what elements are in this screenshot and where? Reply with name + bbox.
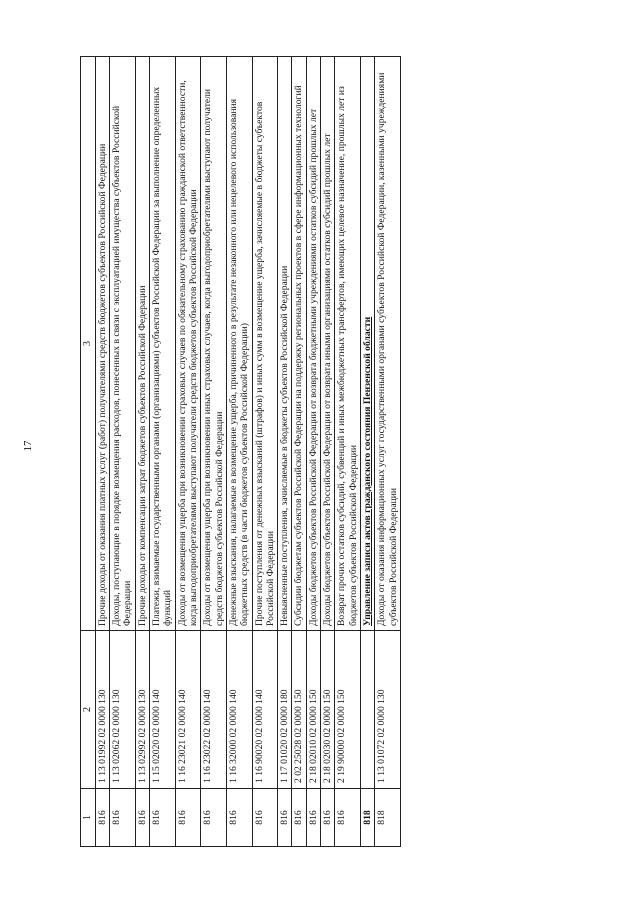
revenue-code-cell: 1 16 90020 02 0000 140 <box>252 631 278 789</box>
table-row <box>321 57 335 847</box>
revenue-name-text: Прочие доходы от оказания платных услуг (работ) получателями средств бюджетов субъектов Российской Федерации <box>96 143 108 626</box>
revenue-name-text: Прочие поступления от денежных взысканий (штрафов) и иных сумм в возмещение ущерба, зачисляемые в бюджеты субъектов Российской Федерации <box>253 101 276 626</box>
table-rotation-frame <box>80 57 546 847</box>
revenue-name-cell <box>201 57 227 631</box>
revenue-name-text: Управление записи актов гражданского состояния Пензенской области <box>362 316 374 626</box>
admin-code-cell: 818 <box>361 789 375 847</box>
revenue-codes-table <box>80 56 401 847</box>
table-row <box>361 57 375 847</box>
table-row <box>278 57 292 847</box>
revenue-code-cell: 1 16 23021 02 0000 140 <box>175 631 201 789</box>
revenue-name-text: Возврат прочих остатков субсидий, субвенций и иных межбюджетных трансфертов, имеющих целевое назначение, прошлых лет из бюджетов субъектов Российской Федерации <box>336 86 359 626</box>
revenue-name-cell <box>321 57 335 631</box>
admin-code-cell: 816 <box>252 789 278 847</box>
table-row <box>375 57 401 847</box>
revenue-code-cell: 1 13 01072 02 0000 130 <box>375 631 401 789</box>
revenue-name-text: Доходы, поступающие в порядке возмещения расходов, понесенных в связи с эксплуатацией имущества субъектов Российской Федерации <box>111 105 134 626</box>
revenue-name-cell <box>252 57 278 631</box>
admin-code-cell: 816 <box>321 789 335 847</box>
revenue-name-text: Невыясненные поступления, зачисляемые в бюджеты субъектов Российской Федерации <box>279 265 291 626</box>
revenue-name-cell <box>306 57 320 631</box>
revenue-code-cell: 1 16 23022 02 0000 140 <box>201 631 227 789</box>
revenue-name-text: Платежи, взимаемые государственными органами (организациями) субъектов Российской Федерации за выполнение определенных функций <box>151 86 174 626</box>
revenue-name-text: Прочие доходы от компенсации затрат бюджетов субъектов Российской Федерации <box>136 285 148 626</box>
column-header-2: 2 <box>81 631 96 789</box>
revenue-code-cell: 1 16 32000 02 0000 140 <box>226 631 252 789</box>
revenue-name-text: Денежные взыскания, налагаемые в возмещение ущерба, причиненного в результате незаконного или нецелевого использования бюджетных средств (в части бюджетов субъектов Российской Федерации) <box>227 98 251 626</box>
revenue-name-cell <box>95 57 109 631</box>
admin-code-cell: 816 <box>335 789 361 847</box>
revenue-code-cell: 1 17 01020 02 0000 180 <box>278 631 292 789</box>
revenue-name-text: Доходы от оказания информационных услуг государственными органами субъектов Российской Федерации, казенными учреждениями субъектов Российской Федерации <box>376 72 399 626</box>
table-row <box>306 57 320 847</box>
revenue-name-cell <box>150 57 176 631</box>
admin-code-cell: 816 <box>175 789 201 847</box>
table-row <box>95 57 109 847</box>
admin-code-cell: 816 <box>95 789 109 847</box>
revenue-name-text: Доходы бюджетов субъектов Российской Федерации от возврата бюджетными учреждениями остатков субсидий прошлых лет <box>307 108 319 626</box>
revenue-name-text: Субсидии бюджетам субъектов Российской Федерации на поддержку региональных проектов в сфере информационных технологий <box>293 85 305 626</box>
table-row <box>175 57 201 847</box>
revenue-name-text: Доходы от возмещения ущерба при возникновении страховых случаев по обязательному страхованию гражданской ответственности, когда выгодоприобретателями выступают получатели средств бюджетов субъектов Российской Федерации <box>176 80 199 626</box>
revenue-code-cell: 1 13 01992 02 0000 130 <box>95 631 109 789</box>
page-number: 17 <box>22 440 34 452</box>
revenue-name-cell <box>226 57 252 631</box>
table-landscape <box>80 57 546 847</box>
revenue-code-cell <box>361 631 375 789</box>
table-row <box>292 57 306 847</box>
table-row <box>150 57 176 847</box>
admin-code-cell: 816 <box>306 789 320 847</box>
revenue-name-cell <box>110 57 136 631</box>
revenue-code-cell: 2 19 90000 02 0000 150 <box>335 631 361 789</box>
table-row <box>226 57 252 847</box>
revenue-name-cell <box>361 57 375 631</box>
revenue-name-cell <box>375 57 401 631</box>
admin-code-cell: 816 <box>110 789 136 847</box>
revenue-name-cell <box>278 57 292 631</box>
table-row <box>110 57 136 847</box>
revenue-name-cell <box>292 57 306 631</box>
table-header-row <box>81 57 96 847</box>
revenue-code-cell: 1 13 02062 02 0000 130 <box>110 631 136 789</box>
admin-code-cell: 816 <box>292 789 306 847</box>
admin-code-cell: 818 <box>375 789 401 847</box>
revenue-name-cell <box>335 57 361 631</box>
revenue-name-text: Доходы от возмещения ущерба при возникновении иных страховых случаев, когда выгодоприобретателями выступают получатели средств бюджетов субъектов Российской Федерации <box>202 88 225 626</box>
revenue-code-cell: 2 02 25028 02 0000 150 <box>292 631 306 789</box>
revenue-name-cell <box>175 57 201 631</box>
revenue-name-text: Доходы бюджетов субъектов Российской Федерации от возврата иными организациями остатков субсидий прошлых лет <box>322 133 334 626</box>
revenue-code-cell: 1 13 02992 02 0000 130 <box>135 631 149 789</box>
admin-code-cell: 816 <box>201 789 227 847</box>
admin-code-cell: 816 <box>226 789 252 847</box>
admin-code-cell: 816 <box>135 789 149 847</box>
column-header-1: 1 <box>81 789 96 847</box>
revenue-code-cell: 2 18 02030 02 0000 150 <box>321 631 335 789</box>
table-row <box>201 57 227 847</box>
revenue-code-cell: 1 15 02020 02 0000 140 <box>150 631 176 789</box>
admin-code-cell: 816 <box>278 789 292 847</box>
table-row <box>335 57 361 847</box>
revenue-code-cell: 2 18 02010 02 0000 150 <box>306 631 320 789</box>
table-row <box>135 57 149 847</box>
column-header-3: 3 <box>81 57 96 631</box>
table-row <box>252 57 278 847</box>
revenue-name-cell <box>135 57 149 631</box>
admin-code-cell: 816 <box>150 789 176 847</box>
table-body <box>95 57 400 847</box>
